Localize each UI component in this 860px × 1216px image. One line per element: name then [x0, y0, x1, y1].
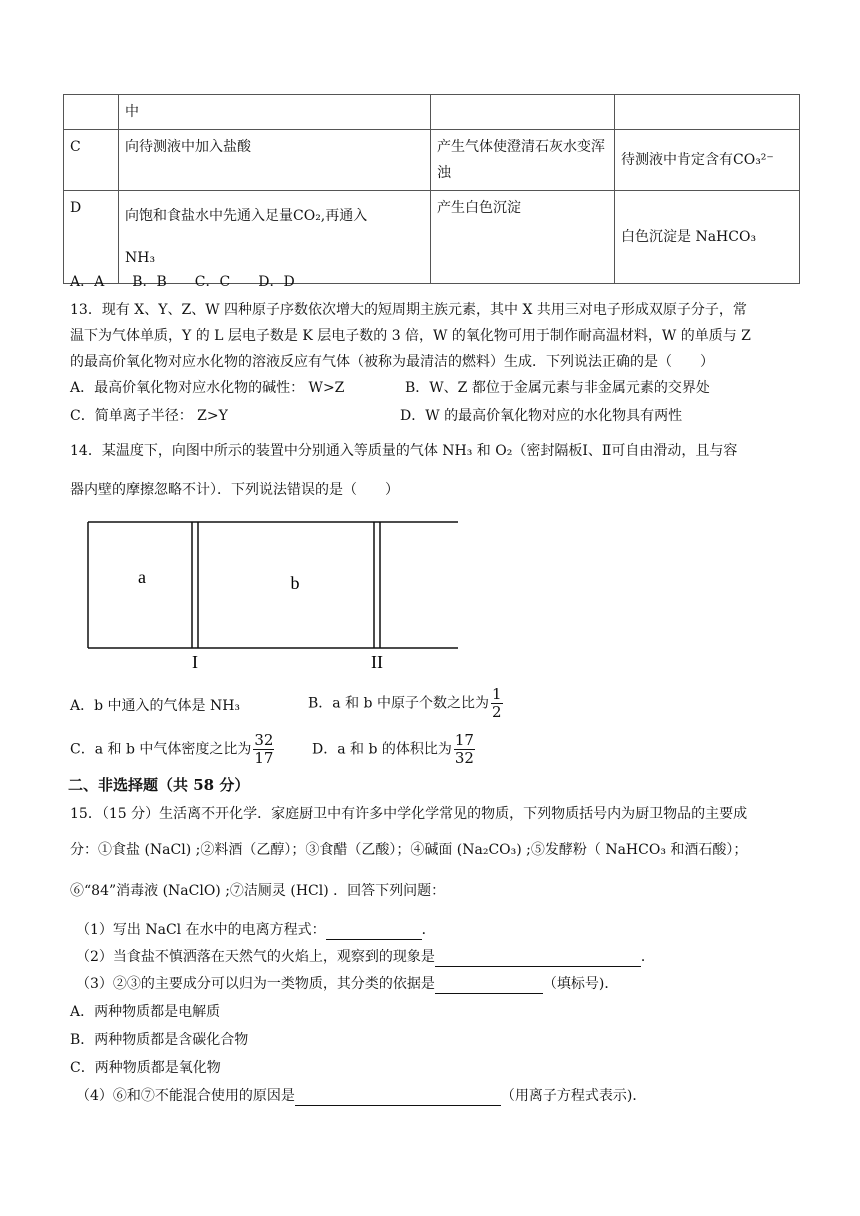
phenomenon-cell: 产生白色沉淀 — [431, 191, 615, 284]
fraction — [491, 686, 503, 721]
operation-line: NH₃ — [125, 250, 156, 266]
part-end: ． — [421, 922, 436, 938]
operation-line: 向饱和食盐水中先通入足量CO₂,再通入 — [125, 208, 368, 224]
table-cell: 中 — [119, 95, 431, 130]
operation-cell: 向待测液中加入盐酸 — [119, 130, 431, 191]
q14-option-b — [308, 686, 505, 721]
q13-option-c: C．简单离子半径： Z>Y — [70, 408, 228, 424]
answer-blank[interactable] — [295, 1091, 501, 1106]
q13-option-d: D．W 的最高价氧化物对应的水化物具有两性 — [400, 408, 683, 424]
q15-part-4 — [76, 1086, 646, 1106]
table-row — [64, 95, 800, 130]
option-text: D．a 和 b 的体积比为 — [312, 741, 452, 758]
answer-blank[interactable] — [435, 979, 543, 994]
partition-1 — [192, 522, 198, 648]
options-table — [63, 94, 800, 284]
q15-part-1 — [76, 920, 436, 940]
numerator: 17 — [454, 731, 474, 749]
q14-option-a: A．b 中通入的气体是 NH₃ — [70, 698, 241, 714]
q14-option-c — [70, 732, 276, 767]
fraction — [454, 732, 475, 767]
option-text: C．a 和 b 中气体密度之比为 — [70, 741, 252, 758]
q13-stem-line: 温下为气体单质，Y 的 L 层电子数是 K 层电子数的 3 倍，W 的氧化物可用于制作耐高温材料，W 的单质与 Z — [70, 328, 751, 344]
q13-stem-line: 的最高价氧化物对应水化物的溶液反应有气体（被称为最清洁的燃料）生成．下列说法正确的是（ ） — [70, 354, 714, 370]
answer-blank[interactable] — [435, 952, 641, 967]
part-end: ． — [640, 949, 655, 965]
numerator: 32 — [254, 731, 274, 749]
part-end: （用离子方程式表示)． — [500, 1088, 647, 1104]
conclusion-cell: 待测液中肯定含有CO₃²⁻ — [615, 130, 800, 191]
part-text: （4）⑥和⑦不能混合使用的原因是 — [76, 1088, 295, 1104]
answer-blank[interactable] — [326, 925, 422, 940]
table-cell — [431, 95, 615, 130]
q15-stem-line: 分：①食盐 (NaCl) ;②料酒（乙醇）；③食醋（乙酸）；④碱面 (Na₂CO₃) ;⑤发酵粉（ NaHCO₃ 和酒石酸）； — [70, 842, 748, 858]
section-heading: 二、非选择题（共 58 分） — [68, 776, 250, 794]
denominator: 32 — [454, 749, 474, 767]
q14-stem-line: 14．某温度下，向图中所示的装置中分别通入等质量的气体 NH₃ 和 O₂（密封隔板Ⅰ、Ⅱ可自由滑动，且与容 — [70, 443, 738, 459]
label-partition-1: I — [192, 652, 198, 672]
denominator: 2 — [491, 703, 502, 721]
fraction — [253, 732, 274, 767]
option-text: B．a 和 b 中原子个数之比为 — [308, 695, 489, 712]
q12-options: A．A B．B C．C D．D — [70, 274, 295, 290]
q15-part-2 — [76, 947, 655, 967]
part-end: （填标号)． — [542, 976, 619, 992]
row-label: C — [64, 130, 119, 191]
q14-option-d — [312, 732, 477, 767]
q15-stem-line: 15．（15 分）生活离不开化学．家庭厨卫中有许多中学化学常见的物质，下列物质括号内为厨卫物品的主要成 — [70, 806, 748, 822]
phenomenon-cell: 产生气体使澄清石灰水变浑浊 — [431, 130, 615, 191]
row-label: D — [64, 191, 119, 284]
label-b: b — [290, 573, 300, 593]
conclusion-cell: 白色沉淀是 NaHCO₃ — [615, 191, 800, 284]
part-text: （3）②③的主要成分可以归为一类物质，其分类的依据是 — [76, 976, 435, 992]
table-row — [64, 191, 800, 284]
q15-option-c: C．两种物质都是氧化物 — [70, 1060, 221, 1076]
part-text: （1）写出 NaCl 在水中的电离方程式： — [76, 922, 326, 938]
q15-option-a: A．两种物质都是电解质 — [70, 1004, 221, 1020]
operation-cell — [119, 191, 431, 284]
table-row — [64, 130, 800, 191]
q15-part-3 — [76, 974, 618, 994]
label-partition-2: II — [371, 652, 383, 672]
denominator: 17 — [254, 749, 274, 767]
q13-option-b: B．W、Z 都位于金属元素与非金属元素的交界处 — [405, 380, 710, 396]
part-text: （2）当食盐不慎洒落在天然气的火焰上，观察到的现象是 — [76, 949, 435, 965]
table-cell — [615, 95, 800, 130]
container-diagram — [80, 512, 470, 672]
q15-stem-line: ⑥“84”消毒液 (NaClO) ;⑦洁厕灵 (HCl) ．回答下列问题： — [70, 883, 446, 899]
numerator: 1 — [491, 685, 502, 703]
partition-2 — [374, 522, 380, 648]
q15-option-b: B．两种物质都是含碳化合物 — [70, 1032, 249, 1048]
table-cell — [64, 95, 119, 130]
q14-stem-line: 器内壁的摩擦忽略不计）．下列说法错误的是（ ） — [70, 482, 399, 498]
label-a: a — [138, 567, 146, 587]
q13-stem-line: 13．现有 X、Y、Z、W 四种原子序数依次增大的短周期主族元素，其中 X 共用三对电子形成双原子分子，常 — [70, 302, 747, 318]
q13-option-a: A．最高价氧化物对应水化物的碱性： W>Z — [70, 380, 345, 396]
